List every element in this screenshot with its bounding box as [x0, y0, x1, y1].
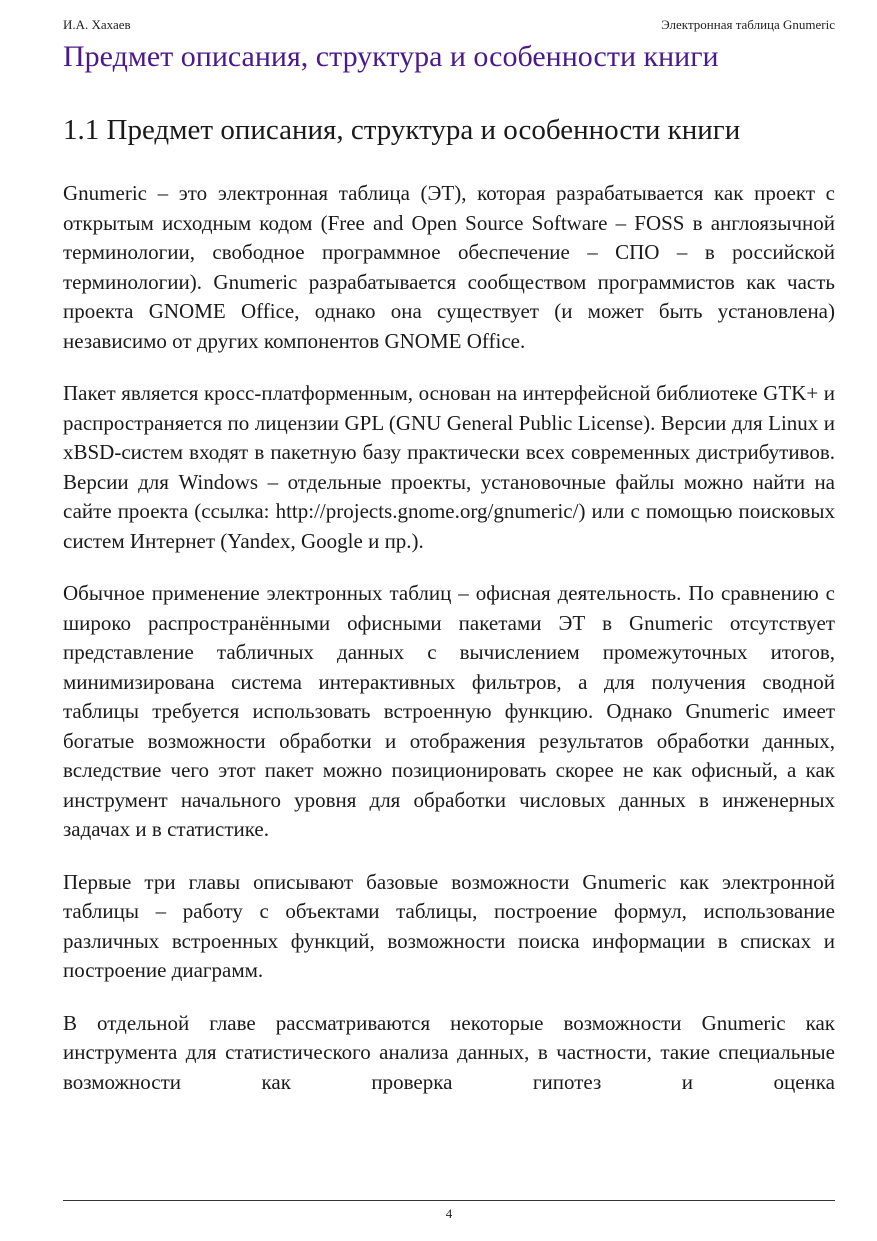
- header-author: И.А. Хахаев: [63, 17, 131, 32]
- paragraph: Gnumeric – это электронная таблица (ЭТ), которая разрабатывается как проект с открытым исходным кодом (Free and Open Source Software – FOSS в англоязычной терминологии, свободное программное обеспечение – СПО – в российской терминологии). Gnumeric разрабатывается сообществом программистов как часть проекта GNOME Office, однако она существует (и может быть установлена) независимо от других компонентов GNOME Office.: [63, 181, 835, 353]
- header-book-title: Электронная таблица Gnumeric: [661, 17, 835, 32]
- document-page: [63, 0, 835, 1241]
- body-text: [63, 179, 835, 1097]
- chapter-title: Предмет описания, структура и особенности книги: [63, 40, 719, 73]
- page-number: 4: [445, 1206, 453, 1221]
- paragraph: Пакет является кросс-платформенным, основан на интерфейсной библиотеке GTK+ и распространяется по лицензии GPL (GNU General Public License). Версии для Linux и xBSD-систем входят в пакетную базу практически всех современных дистрибутивов. Версии для Windows – отдельные проекты, установочные файлы можно найти на сайте проекта (ссылка: http://projects.gnome.org/gnumeric/) или с помощью поисковых систем Интернет (Yandex, Google и пр.).: [63, 381, 835, 553]
- section-title: 1.1 Предмет описания, структура и особенности книги: [63, 114, 741, 146]
- footer-divider: [63, 1200, 835, 1201]
- paragraph: Первые три главы описывают базовые возможности Gnumeric как электронной таблицы – работу с объектами таблицы, построение формул, использование различных встроенных функций, возможности поиска информации в списках и построение диаграмм.: [63, 869, 835, 982]
- paragraph: В отдельной главе рассматриваются некоторые возможности Gnumeric как инструмента для статистического анализа данных, в частности, такие специальные возможности как проверка гипотез и оценка: [63, 1010, 835, 1094]
- paragraph: Обычное применение электронных таблиц – офисная деятельность. По сравнению с широко распространёнными офисными пакетами ЭТ в Gnumeric отсутствует представление табличных данных с вычислением промежуточных итогов, минимизирована система интерактивных фильтров, а для получения сводной таблицы требуется использовать встроенную функцию. Однако Gnumeric имеет богатые возможности обработки и отображения результатов обработки данных, вследствие чего этот пакет можно позиционировать скорее не как офисный, а как инструмент начального уровня для обработки числовых данных в инженерных задачах и в статистике.: [63, 581, 835, 841]
